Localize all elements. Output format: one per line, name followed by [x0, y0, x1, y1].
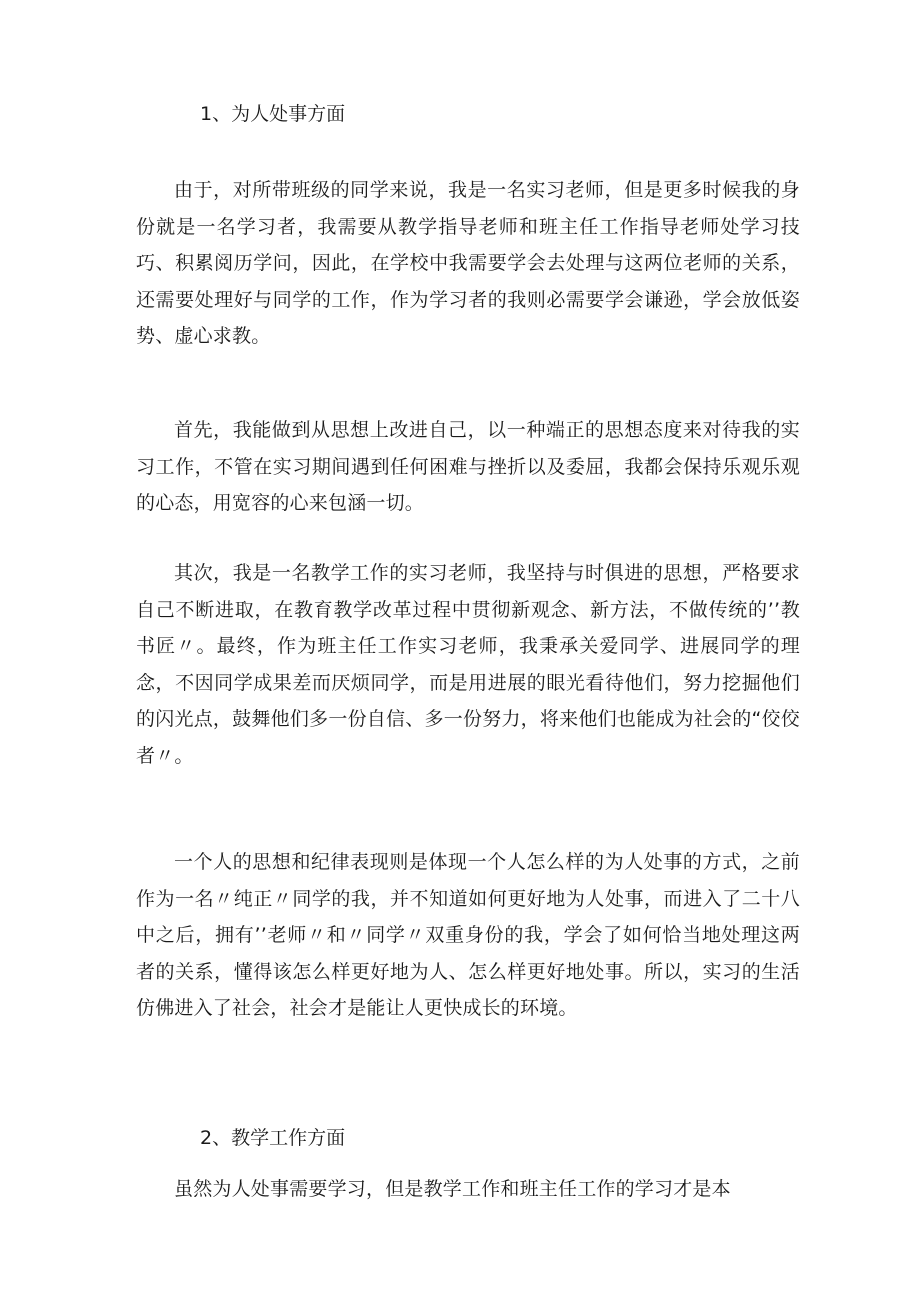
paragraph-4: 一个人的思想和纪律表现则是体现一个人怎么样的为人处事的方式，之前作为一名〃纯正〃同学的我，并不知道如何更好地为人处事，而进入了二十八中之后，拥有’’老师〃和〃同学〃双重身份的我，学会了如何恰当地处理这两者的关系，懂得该怎么样更好地为人、怎么样更好地处事。所以，实习的生活仿佛进入了社会，社会才是能让人更快成长的环境。 — [136, 851, 800, 1019]
paragraph-2: 首先，我能做到从思想上改进自己，以一种端正的思想态度来对待我的实习工作，不管在实习期间遇到任何困难与挫折以及委屈，我都会保持乐观乐观的心态，用宽容的心来包涵一切。 — [136, 419, 800, 514]
paragraph-3: 其次，我是一名教学工作的实习老师，我坚持与时俱进的思想，严格要求自己不断进取，在教育教学改革过程中贯彻新观念、新方法，不做传统的’’教书匠〃。最终，作为班主任工作实习老师，我秉承关爱同学、进展同学的理念，不因同学成果差而厌烦同学，而是用进展的眼光看待他们，努力挖掘他们的闪光点，鼓舞他们多一份自信、多一份努力，将来他们也能成为社会的“佼佼者〃。 — [136, 562, 800, 767]
paragraph-5: 虽然为人处事需要学习，但是教学工作和班主任工作的学习才是本 — [174, 1178, 731, 1200]
section-heading-2: 2、教学工作方面 — [200, 1127, 346, 1149]
section-heading-1: 1、为人处事方面 — [200, 103, 346, 125]
paragraph-1: 由于，对所带班级的同学来说，我是一名实习老师，但是更多时候我的身份就是一名学习者，我需要从教学指导老师和班主任工作指导老师处学习技巧、积累阅历学问，因此，在学校中我需要学会去处理与这两位老师的关系，还需要处理好与同学的工作，作为学习者的我则必需要学会谦逊，学会放低姿势、虚心求教。 — [136, 179, 800, 347]
